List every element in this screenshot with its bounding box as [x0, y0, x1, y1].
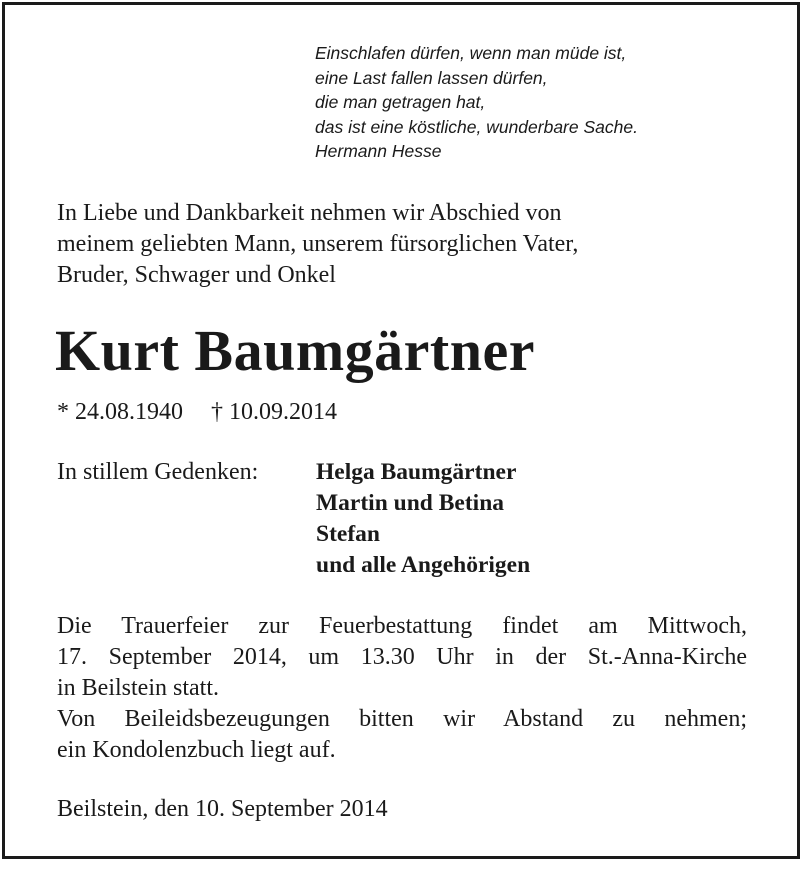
- quote-author: Hermann Hesse: [315, 141, 442, 161]
- intro-line: meinem geliebten Mann, unserem fürsorglichen Vater,: [57, 231, 579, 257]
- hesse-quote: [315, 41, 638, 164]
- service-line: Von Beileidsbezeugungen bitten wir Abstand zu nehmen;: [57, 706, 747, 732]
- memory-label: In stillem Gedenken:: [57, 459, 259, 485]
- mourner: Martin und Betina: [316, 490, 505, 516]
- death-date: † 10.09.2014: [211, 399, 337, 425]
- service-line: ein Kondolenzbuch liegt auf.: [57, 737, 336, 763]
- intro-text: [57, 198, 578, 291]
- service-line: Die Trauerfeier zur Feuerbestattung findet am Mittwoch,: [57, 613, 747, 639]
- quote-line: Einschlafen dürfen, wenn man müde ist,: [315, 43, 627, 63]
- deceased-name: Kurt Baumgärtner: [55, 318, 535, 383]
- quote-line: eine Last fallen lassen dürfen,: [315, 67, 548, 88]
- birth-date: * 24.08.1940: [57, 399, 183, 425]
- service-line: in Beilstein statt.: [57, 675, 219, 701]
- mourner: Helga Baumgärtner: [316, 459, 517, 485]
- mourner: Stefan: [316, 521, 380, 547]
- intro-line: Bruder, Schwager und Onkel: [57, 262, 336, 288]
- mourners-list: [316, 457, 530, 581]
- intro-line: In Liebe und Dankbarkeit nehmen wir Abschied von: [57, 200, 562, 226]
- funeral-service-info: [57, 611, 747, 766]
- mourner: und alle Angehörigen: [316, 552, 531, 578]
- place-and-date: Beilstein, den 10. September 2014: [57, 796, 388, 822]
- quote-line: die man getragen hat,: [315, 92, 486, 112]
- service-line: 17. September 2014, um 13.30 Uhr in der St.-Anna-Kirche: [57, 644, 747, 670]
- quote-line: das ist eine köstliche, wunderbare Sache.: [315, 116, 638, 137]
- life-dates: [57, 397, 337, 427]
